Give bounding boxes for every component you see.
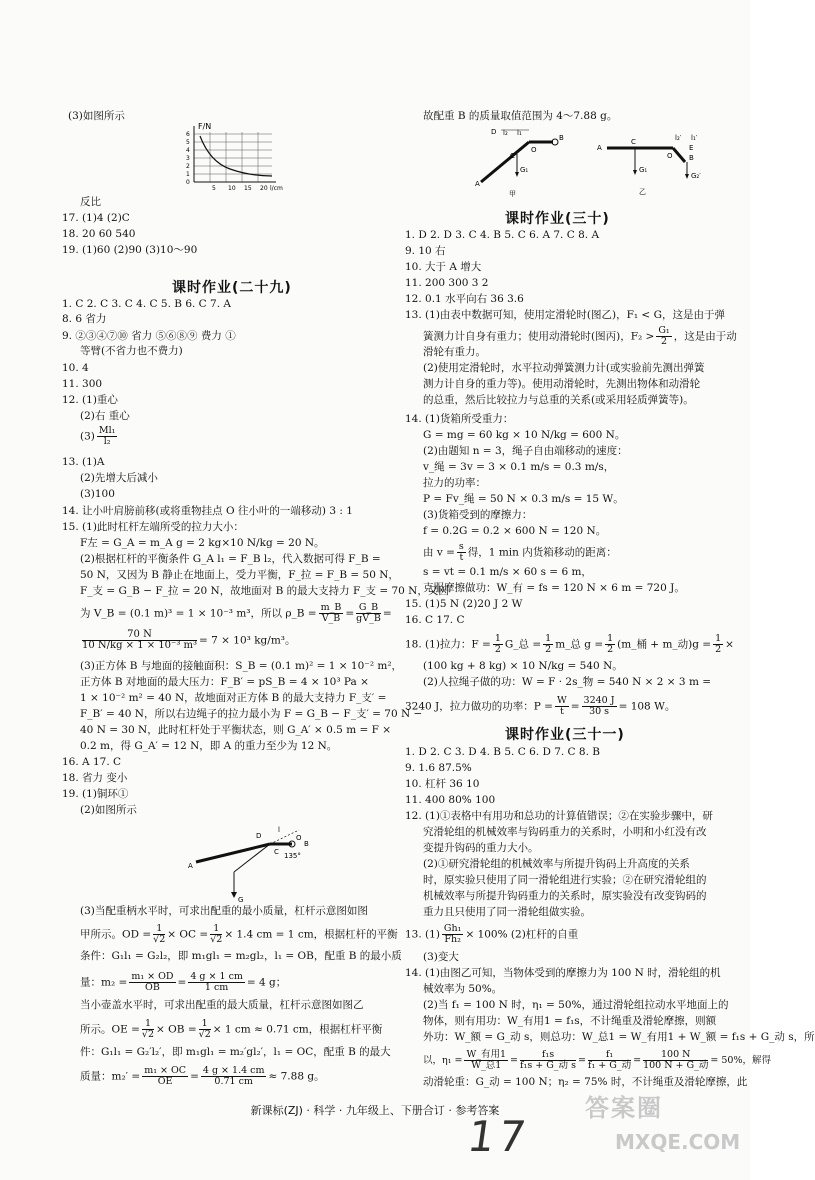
text-line: 究滑轮组的机械效率与钩码重力的关系时，小明和小红没有改 — [423, 826, 707, 838]
text-line: 13. (1)由表中数据可知，使用定滑轮时(图乙)，F₁ < G，这是由于弹 — [405, 309, 725, 321]
tick: 3 — [186, 155, 190, 162]
text-line: (3)100 — [80, 488, 115, 500]
svg-text:l₁′: l₁′ — [691, 134, 698, 142]
watermark-logo: 答案圈 — [585, 1094, 663, 1122]
text-line: 物体，则有用功：W_有用1 = f₁s，不计绳重及滑轮摩擦，则额 — [423, 1015, 717, 1027]
formula-line: (3) $\frac{\text{Ml₁}}{\text{l₂}}$ — [80, 425, 116, 447]
svg-text:E: E — [689, 144, 694, 152]
svg-text:A: A — [597, 144, 602, 152]
text-line: (3)如图所示 — [68, 110, 125, 122]
text-line: (3)变大 — [423, 951, 459, 963]
label-B: B — [304, 840, 309, 848]
formula-line: 13. (1) $\frac{\text{Gh₁}}{\text{Fh₂}}$ × 100% (2)杠杆的自重 — [405, 923, 579, 945]
text-line: 变提升钩码的重力大小。 — [423, 842, 539, 854]
text-line: 9. 1.6 87.5% — [405, 762, 472, 774]
text-line: F_支 = G_B − F_拉 = 20 N，故地面对 B 的最大支持力 F_支 = 70 N，又因 — [80, 585, 449, 597]
svg-text:B: B — [689, 154, 694, 162]
svg-text:G₁: G₁ — [520, 166, 529, 174]
text-line: 14. (1)由图乙可知，当物体受到的摩擦力为 100 N 时，滑轮组的机 — [405, 967, 721, 979]
graph-xlabel: l/cm — [270, 185, 283, 192]
graph-ylabel: F/N — [198, 122, 212, 131]
label-C: C — [274, 848, 279, 856]
text-line: 10. 杠杆 36 10 — [405, 778, 480, 790]
section-heading-31: 课时作业(三十一) — [505, 727, 625, 743]
text-line: F左 = G_A = m_A g = 2 kg×10 N/kg = 20 N。 — [80, 537, 325, 549]
tick: 2 — [186, 163, 190, 170]
text-line: 14. 让小叶肩膀前移(或将重物挂点 O 往小叶的一端移动) 3 : 1 — [62, 505, 353, 517]
text-line: 时，原实验只使用了同一滑轮组进行实验；②在研究滑轮组的 — [423, 874, 707, 886]
formula-line: 为 V_B = (0.1 m)³ = 1 × 10⁻³ m³，所以 ρ_B = $\frac{m\_B}{V\_B}$ = $\frac{G\_B}{gV\_B}$ = — [80, 602, 392, 624]
page-footer: 新课标(ZJ) · 科学 · 九年级上、下册合订 · 参考答案 — [250, 1104, 500, 1117]
text-line: G = mg = 60 kg × 10 N/kg = 600 N。 — [423, 429, 626, 441]
text-line: 18. 省力 变小 — [62, 772, 128, 784]
text-line: 11. 400 80% 100 — [405, 794, 496, 806]
text-line: 动滑轮重：G_动 = 100 N；η₂ = 75% 时，不计绳重及滑轮摩擦，此 — [423, 1076, 748, 1088]
text-line: (2)右 重心 — [80, 410, 130, 422]
svg-text:D: D — [491, 128, 497, 136]
text-line: P = Fv_绳 = 50 N × 0.3 m/s = 15 W。 — [423, 493, 624, 505]
text-line: (2)使用定滑轮时，水平拉动弹簧测力计(或实验前先测出弹簧 — [423, 362, 705, 374]
text-line: 1. D 2. D 3. C 4. B 5. C 6. A 7. C 8. A — [405, 229, 600, 241]
svg-text:G₁: G₁ — [639, 166, 648, 174]
text-line: 50 N，又因为 B 静止在地面上，受力平衡，F_拉 = F_B = 50 N， — [80, 569, 399, 581]
text-line: s = vt = 0.1 m/s × 60 s = 6 m， — [423, 566, 592, 578]
tick: 5 — [186, 139, 190, 146]
fraction: $\frac{\text{Ml₁}}{\text{l₂}}$ — [98, 425, 116, 447]
section-heading-30: 课时作业(三十) — [505, 211, 610, 227]
text-line: (3)正方体 B 与地面的接触面积：S_B = (0.1 m)² = 1 × 10⁻² m²， — [80, 660, 403, 672]
text-line: 正方体 B 对地面的最大压力：F_B′ = pS_B = 4 × 10³ Pa × — [80, 676, 369, 688]
text-line: 机械效率与所提升钩码重力的关系时，原实验没有改变钩码的 — [423, 890, 707, 902]
text-line: 8. 6 省力 — [62, 313, 107, 325]
text-line: 10. 4 — [62, 362, 89, 374]
text-line: 条件：G₁l₁ = G₂l₂，即 m₁gl₁ = m₂gl₂，l₁ = OB，配重 B 的最小质 — [80, 950, 402, 962]
text-line: v_绳 = 3v = 3 × 0.1 m/s = 0.3 m/s， — [423, 461, 615, 473]
tick: 20 — [260, 185, 268, 192]
text-line: (3)当配重柄水平时，可求出配重的最小质量，杠杆示意图如图 — [80, 905, 368, 917]
text-line: 等臂(不省力也不费力) — [80, 345, 183, 357]
formula-line: 量：m₂ = $\frac{\text{m₁ × OD}}{OB}$ = $\frac{4 g \times 1 cm}{1 cm}$ = 4 g； — [80, 971, 287, 993]
formula-line: 所示。OE = $\frac{1}{√2}$ × OB = $\frac{1}{√2}$ × 1 cm ≈ 0.71 cm，根据杠杆平衡 — [80, 1018, 383, 1040]
tick: 0 — [186, 179, 190, 186]
label-l: l — [278, 826, 280, 834]
text-line: 14. (1)货箱所受重力： — [405, 413, 514, 425]
svg-text:C: C — [510, 152, 515, 160]
text-line: 10. 大于 A 增大 — [405, 261, 482, 273]
svg-text:O: O — [531, 146, 537, 154]
formula-line: $\frac{70 N}{\text{10 N/kg × 1 × 10⁻³ m³}}$ = 7 × 10³ kg/m³。 — [82, 629, 296, 651]
label-D: D — [256, 832, 262, 840]
formula-line: 由 v = $\frac{s}{t}$ 得，1 min 内货箱移动的距离： — [423, 541, 617, 563]
text-line: 件：G₁l₁ = G₂′l₂′，即 m₁gl₁ = m₂′gl₂′，l₁ = OC，配重 B 的最大 — [80, 1046, 391, 1058]
svg-text:甲: 甲 — [509, 190, 516, 198]
svg-text:C: C — [631, 138, 636, 146]
text-line: (2)人拉绳子做的功：W = F · 2s_物 = 540 N × 2 × 3 m = — [423, 676, 712, 688]
force-distance-graph — [180, 122, 320, 194]
text-line: 19. (1)铜环① — [62, 788, 129, 800]
label-O: O — [296, 834, 302, 842]
text-line: 16. A 17. C — [62, 756, 122, 768]
lever-figure-jia — [475, 126, 565, 198]
tick: 5 — [212, 185, 216, 192]
text-line: 故配重 B 的质量取值范围为 4～7.88 g。 — [423, 110, 618, 122]
text-line: (2)如图所示 — [80, 804, 137, 816]
text-line: (2)由题知 n = 3，绳子自由端移动的速度： — [423, 445, 628, 457]
watermark-url: MXQE.COM — [615, 1130, 741, 1154]
text-line: (2)根据杠杆的平衡条件 G_A l₁ = F_B l₂，代入数据可得 F_B = — [80, 553, 381, 565]
text-line: 1 × 10⁻² m² = 40 N，故地面对正方体 B 的最大支持力 F_支′ = — [80, 692, 387, 704]
text-line: 9. ②③④⑦⑩ 省力 ⑤⑥⑧⑨ 费力 ① — [62, 330, 236, 342]
text-line: 反比 — [80, 196, 101, 208]
text-line: 外功：W_额 = G_动 s，则总功：W_总1 = W_有用1 + W_额 = f₁s + G_动 s，所 — [423, 1031, 815, 1043]
svg-text:B: B — [559, 134, 564, 142]
formula-line: 质量：m₂′ = $\frac{\text{m₁ × OC}}{OE}$ = $\frac{4 g \times 1.4 cm}{0.71 cm}$ ≈ 7.88 g。 — [80, 1065, 325, 1087]
text-line: 18. 20 60 540 — [62, 228, 136, 240]
handwritten-page-number: 17 — [464, 1112, 533, 1161]
formula-line: 簧测力计自身有重力；使用动滑轮时(图丙)，F₂ > $\frac{\text{G₁}}{2}$ ，这是由于动 — [423, 325, 737, 347]
formula-line: 甲所示。OD = $\frac{1}{√2}$ × OC = $\frac{1}{√2}$ × 1.4 cm = 1 cm，根据杠杆的平衡 — [80, 923, 398, 945]
text-line: 12. 0.1 水平向右 36 3.6 — [405, 293, 524, 305]
text-line: 重力且只使用了同一滑轮组做实验。 — [423, 906, 591, 918]
text-line: 测力计自身的重力等)。使用动滑轮时，先测出物体和动滑轮 — [423, 378, 701, 390]
tick: 10 — [228, 185, 236, 192]
text-line: 1. C 2. C 3. C 4. C 5. B 6. C 7. A — [62, 298, 231, 310]
text-line: 11. 300 — [62, 378, 103, 390]
text-line: 的总重，然后比较拉力与总重的关系(或采用轻质弹簧等)。 — [423, 394, 694, 406]
text-line: 9. 10 右 — [405, 245, 446, 257]
tick: 4 — [186, 147, 190, 154]
text-line: 13. (1)A — [62, 456, 105, 468]
text-line: 械效率为 50%。 — [423, 983, 503, 995]
label-A: A — [188, 862, 193, 870]
text-line: (2)①研究滑轮组的机械效率与所提升钩码上升高度的关系 — [423, 858, 690, 870]
text-line: 当小壶盖水平时，可求出配重的最大质量，杠杆示意图如图乙 — [80, 999, 364, 1011]
text-line: 16. C 17. C — [405, 614, 465, 626]
text-line: (3)货箱受到的摩擦力： — [423, 509, 533, 521]
lever-figure-19 — [174, 822, 334, 902]
text-line: F_B′ = 40 N，所以右边绳子的拉力最小为 F = G_B − F_支′ = 70 N − — [80, 708, 423, 720]
text-line: 12. (1)重心 — [62, 394, 118, 406]
lever-figure-yi — [595, 132, 705, 198]
tick: 6 — [186, 131, 190, 138]
svg-text:G₂′: G₂′ — [691, 172, 701, 180]
svg-text:O: O — [667, 152, 673, 160]
text-line: 40 N = 30 N，此时杠杆处于平衡状态，则 G_A′ × 0.5 m = F × — [80, 724, 392, 736]
text-line: 0.2 m，得 G_A′ = 12 N，即 A 的重力至少为 12 N。 — [80, 740, 338, 752]
svg-text:l₂′: l₂′ — [675, 134, 682, 142]
label-G: G — [238, 896, 244, 904]
text-line: (100 kg + 8 kg) × 10 N/kg = 540 N。 — [423, 660, 623, 672]
text-line: (2)当 f₁ = 100 N 时，η₁ = 50%，通过滑轮组拉动水平地面上的 — [423, 999, 729, 1011]
text-line: 15. (1)5 N (2)20 J 2 W — [405, 598, 523, 610]
text-line: 17. (1)4 (2)C — [62, 212, 130, 224]
svg-text:l₂: l₂ — [503, 129, 508, 137]
svg-text:l₁: l₁ — [517, 129, 522, 137]
text-line: (2)先增大后减小 — [80, 472, 158, 484]
text-line: 拉力的功率： — [423, 477, 486, 489]
section-heading-29: 课时作业(二十九) — [172, 280, 292, 296]
text-line: 克服摩擦做功：W_有 = fs = 120 N × 6 m = 720 J。 — [423, 582, 685, 594]
svg-text:A: A — [475, 180, 480, 188]
text-line: f = 0.2G = 0.2 × 600 N = 120 N。 — [423, 525, 607, 537]
text-line: 滑轮有重力。 — [423, 346, 486, 358]
formula-line: 3240 J，拉力做功的功率：P = $\frac{W}{t}$ = $\frac{3240 J}{30 s}$ = 108 W。 — [405, 695, 676, 717]
text-line: 19. (1)60 (2)90 (3)10～90 — [62, 244, 198, 256]
tick: 1 — [186, 171, 190, 178]
text-line: 11. 200 300 3 2 — [405, 277, 489, 289]
tick: 15 — [244, 185, 252, 192]
formula-line: 以，η₁ = $\frac{\text{W\_有用1}}{\text{W\_总1}}$ = $\frac{\text{f₁s}}{\text{f₁s + G\_动 s}}$ = $\frac{\text{f₁}}{\text{f₁ + G\_动}}$ = $\frac{100 N}{\text{100 N + G\_动}}$ = 50%，解得 — [423, 1049, 771, 1071]
svg-text:乙: 乙 — [639, 188, 646, 196]
text-line: 12. (1)①表格中有用功和总功的计算值错误；②在实验步骤中，研 — [405, 810, 713, 822]
formula-line: 18. (1)拉力：F = $\frac{1}{2}$ G_总 = $\frac{1}{2}$ m_总 g = $\frac{1}{2}$ (m_桶 + m_动)g = $\frac{1}{2}$ × — [405, 633, 734, 655]
label-angle: 135° — [284, 852, 301, 860]
text-line: 1. D 2. C 3. D 4. B 5. C 6. D 7. C 8. B — [405, 746, 600, 758]
text-line: 15. (1)此时杠杆左端所受的拉力大小： — [62, 521, 244, 533]
